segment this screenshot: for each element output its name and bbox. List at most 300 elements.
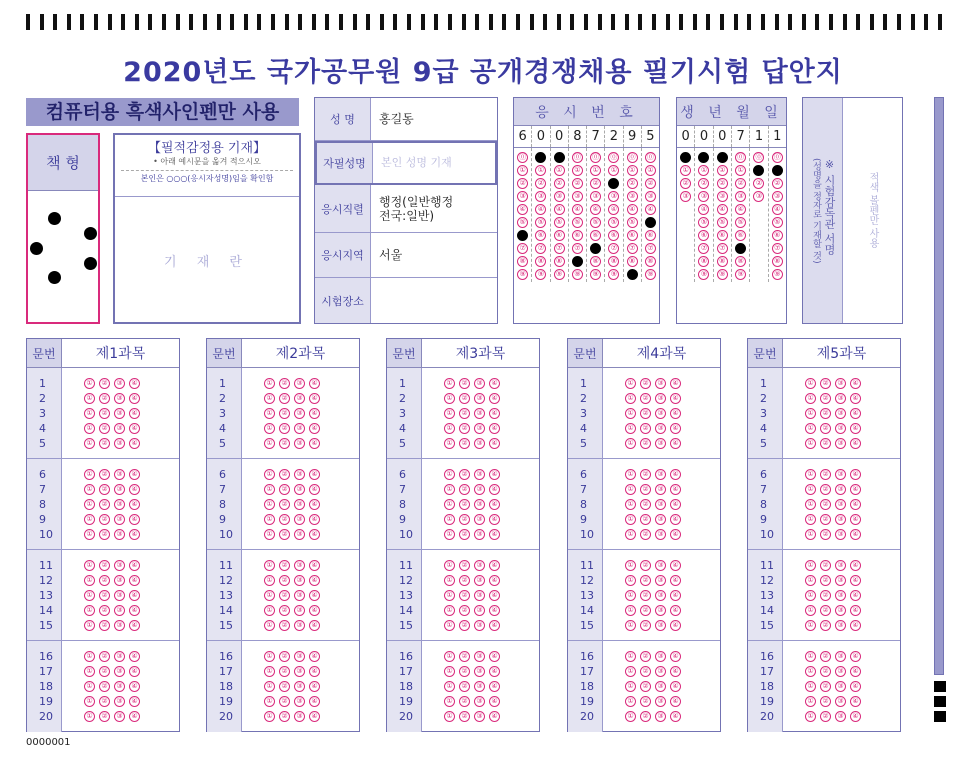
answer-bubble[interactable]: ④ [670,529,681,540]
answer-bubble[interactable]: ④ [489,393,500,404]
answer-bubble[interactable]: ④ [489,605,500,616]
digit-bubble[interactable]: ② [590,178,601,189]
digit-bubble[interactable] [680,256,691,267]
answer-bubble[interactable]: ③ [114,469,125,480]
answer-bubble[interactable]: ④ [850,499,861,510]
digit-bubble[interactable]: ⑤ [772,217,783,228]
answer-bubble[interactable]: ④ [489,590,500,601]
answer-bubble[interactable]: ② [820,666,831,677]
answer-bubble[interactable]: ① [805,378,816,389]
answer-bubble[interactable]: ④ [850,681,861,692]
digit-bubble[interactable]: ② [517,178,528,189]
answer-bubble[interactable]: ① [805,393,816,404]
answer-bubble[interactable]: ② [279,529,290,540]
digit-bubble[interactable]: ② [717,178,728,189]
answer-bubble[interactable]: ① [444,423,455,434]
answer-bubble[interactable]: ③ [474,666,485,677]
answer-bubble[interactable]: ③ [655,484,666,495]
digit-bubble[interactable]: ⑧ [645,256,656,267]
digit-bubble-filled[interactable] [698,152,709,163]
answer-bubble[interactable]: ③ [114,575,125,586]
answer-bubble[interactable]: ④ [670,499,681,510]
answer-bubble[interactable]: ④ [489,620,500,631]
digit-bubble[interactable]: ⑥ [717,230,728,241]
answer-bubble[interactable]: ③ [294,590,305,601]
digit-bubble[interactable] [753,230,764,241]
answer-bubble[interactable]: ③ [294,393,305,404]
answer-bubble[interactable]: ③ [655,408,666,419]
answer-bubble[interactable]: ① [264,393,275,404]
answer-bubble[interactable]: ① [805,605,816,616]
digit-bubble[interactable]: ⓪ [592,153,600,161]
digit-bubble[interactable]: ⑧ [717,256,728,267]
answer-bubble[interactable]: ④ [309,514,320,525]
answer-bubble[interactable]: ③ [835,423,846,434]
answer-bubble[interactable]: ① [264,590,275,601]
digit-bubble[interactable]: ② [680,178,691,189]
answer-bubble[interactable]: ② [99,575,110,586]
answer-bubble[interactable]: ④ [129,711,140,722]
answer-bubble[interactable]: ② [99,711,110,722]
digit-bubble[interactable] [680,243,691,254]
answer-bubble[interactable]: ③ [474,651,485,662]
answer-bubble[interactable]: ① [444,711,455,722]
answer-bubble[interactable]: ② [279,438,290,449]
digit-bubble-filled[interactable] [735,243,746,254]
digit-bubble[interactable]: ⑧ [772,256,783,267]
answer-bubble[interactable]: ④ [489,484,500,495]
digit-bubble[interactable]: ⑦ [627,243,638,254]
answer-bubble[interactable]: ② [640,605,651,616]
answer-bubble[interactable]: ④ [129,605,140,616]
digit-bubble[interactable]: ⓪ [773,153,781,161]
answer-bubble[interactable]: ① [805,696,816,707]
answer-bubble[interactable]: ③ [655,378,666,389]
answer-bubble[interactable]: ① [84,378,95,389]
answer-bubble[interactable]: ③ [294,438,305,449]
answer-bubble[interactable]: ④ [309,696,320,707]
answer-bubble[interactable]: ① [444,393,455,404]
answer-bubble[interactable]: ① [444,514,455,525]
answer-bubble[interactable]: ④ [129,484,140,495]
answer-bubble[interactable]: ③ [114,620,125,631]
answer-bubble[interactable]: ① [84,711,95,722]
answer-bubble[interactable]: ③ [835,666,846,677]
answer-bubble[interactable]: ① [444,438,455,449]
digit-bubble[interactable]: ② [735,178,746,189]
digit-bubble[interactable]: ② [627,178,638,189]
answer-bubble[interactable]: ③ [294,696,305,707]
answer-bubble[interactable]: ② [820,696,831,707]
answer-bubble[interactable]: ② [459,514,470,525]
digit-bubble-filled[interactable] [753,165,764,176]
answer-bubble[interactable]: ④ [850,651,861,662]
digit-bubble[interactable]: ⓪ [573,153,581,161]
answer-bubble[interactable]: ① [444,620,455,631]
digit-bubble[interactable]: ⑨ [554,269,565,280]
digit-bubble[interactable]: ④ [645,204,656,215]
answer-bubble[interactable]: ④ [489,408,500,419]
answer-bubble[interactable]: ② [99,560,110,571]
answer-bubble[interactable]: ① [84,575,95,586]
answer-bubble[interactable]: ③ [835,620,846,631]
answer-bubble[interactable]: ③ [114,484,125,495]
answer-bubble[interactable]: ③ [114,423,125,434]
answer-bubble[interactable]: ① [264,575,275,586]
answer-bubble[interactable]: ④ [489,575,500,586]
answer-bubble[interactable]: ④ [129,438,140,449]
digit-bubble[interactable]: ⑧ [535,256,546,267]
answer-bubble[interactable]: ④ [489,560,500,571]
answer-bubble[interactable]: ④ [489,711,500,722]
answer-bubble[interactable]: ③ [835,438,846,449]
answer-bubble[interactable]: ① [625,696,636,707]
answer-bubble[interactable]: ② [99,590,110,601]
answer-bubble[interactable]: ③ [474,484,485,495]
answer-bubble[interactable]: ② [640,560,651,571]
answer-bubble[interactable]: ④ [129,590,140,601]
digit-bubble[interactable]: ⑧ [608,256,619,267]
answer-bubble[interactable]: ② [99,605,110,616]
answer-bubble[interactable]: ③ [655,575,666,586]
answer-bubble[interactable]: ③ [655,514,666,525]
digit-bubble[interactable]: ⑥ [608,230,619,241]
answer-bubble[interactable]: ② [279,590,290,601]
digit-bubble[interactable]: ④ [698,204,709,215]
answer-bubble[interactable]: ③ [294,651,305,662]
digit-bubble[interactable]: ① [717,165,728,176]
answer-bubble[interactable]: ④ [309,711,320,722]
answer-bubble[interactable]: ① [264,651,275,662]
answer-bubble[interactable]: ① [84,484,95,495]
digit-bubble[interactable]: ⑨ [535,269,546,280]
digit-bubble[interactable] [753,269,764,280]
answer-bubble[interactable]: ③ [835,605,846,616]
answer-bubble[interactable]: ② [279,393,290,404]
answer-bubble[interactable]: ④ [670,605,681,616]
answer-bubble[interactable]: ① [444,666,455,677]
digit-bubble[interactable]: ⓪ [646,153,654,161]
answer-bubble[interactable]: ② [99,423,110,434]
answer-bubble[interactable]: ④ [670,514,681,525]
digit-bubble-filled[interactable] [627,269,638,280]
answer-bubble[interactable]: ② [820,605,831,616]
digit-bubble[interactable] [753,217,764,228]
answer-bubble[interactable]: ② [459,696,470,707]
digit-bubble[interactable]: ⑧ [517,256,528,267]
answer-bubble[interactable]: ④ [489,696,500,707]
answer-bubble[interactable]: ③ [835,711,846,722]
answer-bubble[interactable]: ④ [670,575,681,586]
answer-bubble[interactable]: ③ [835,529,846,540]
answer-bubble[interactable]: ① [444,605,455,616]
answer-bubble[interactable]: ② [279,378,290,389]
answer-bubble[interactable]: ④ [129,651,140,662]
answer-bubble[interactable]: ④ [309,590,320,601]
answer-bubble[interactable]: ② [279,408,290,419]
answer-bubble[interactable]: ③ [474,696,485,707]
answer-bubble[interactable]: ③ [114,529,125,540]
answer-bubble[interactable]: ② [279,651,290,662]
answer-bubble[interactable]: ④ [670,666,681,677]
answer-bubble[interactable]: ④ [670,408,681,419]
digit-bubble[interactable]: ① [698,165,709,176]
answer-bubble[interactable]: ② [99,484,110,495]
answer-bubble[interactable]: ② [459,666,470,677]
digit-bubble[interactable]: ⑥ [772,230,783,241]
answer-bubble[interactable]: ② [99,469,110,480]
digit-bubble[interactable]: ③ [698,191,709,202]
answer-bubble[interactable]: ① [84,408,95,419]
digit-bubble[interactable]: ④ [717,204,728,215]
answer-bubble[interactable]: ② [459,590,470,601]
answer-bubble[interactable]: ① [444,590,455,601]
answer-bubble[interactable]: ④ [850,423,861,434]
digit-bubble[interactable]: ② [535,178,546,189]
answer-bubble[interactable]: ① [805,438,816,449]
answer-bubble[interactable]: ③ [655,469,666,480]
answer-bubble[interactable]: ② [640,393,651,404]
answer-bubble[interactable]: ④ [309,605,320,616]
answer-bubble[interactable]: ④ [309,651,320,662]
answer-bubble[interactable]: ③ [835,499,846,510]
supervisor-signature-field[interactable] [843,98,902,323]
answer-bubble[interactable]: ② [820,423,831,434]
answer-bubble[interactable]: ③ [294,711,305,722]
answer-bubble[interactable]: ② [820,378,831,389]
answer-bubble[interactable]: ③ [655,423,666,434]
answer-bubble[interactable]: ① [805,651,816,662]
answer-bubble[interactable]: ③ [835,378,846,389]
answer-bubble[interactable]: ④ [129,469,140,480]
answer-bubble[interactable]: ④ [850,438,861,449]
digit-bubble[interactable]: ④ [572,204,583,215]
answer-bubble[interactable]: ③ [114,711,125,722]
answer-bubble[interactable]: ④ [670,378,681,389]
answer-bubble[interactable]: ① [84,681,95,692]
answer-bubble[interactable]: ④ [129,393,140,404]
digit-bubble[interactable]: ① [517,165,528,176]
answer-bubble[interactable]: ④ [309,408,320,419]
answer-bubble[interactable]: ① [444,499,455,510]
answer-bubble[interactable]: ① [264,408,275,419]
answer-bubble[interactable]: ③ [655,438,666,449]
digit-bubble[interactable]: ⑨ [645,269,656,280]
answer-bubble[interactable]: ② [640,378,651,389]
digit-bubble[interactable]: ⑤ [698,217,709,228]
answer-bubble[interactable]: ① [84,696,95,707]
answer-bubble[interactable]: ③ [835,514,846,525]
answer-bubble[interactable]: ② [820,560,831,571]
digit-bubble[interactable]: ① [627,165,638,176]
digit-bubble[interactable]: ⑤ [717,217,728,228]
answer-bubble[interactable]: ② [640,620,651,631]
answer-bubble[interactable]: ② [640,696,651,707]
answer-bubble[interactable]: ① [264,499,275,510]
answer-bubble[interactable]: ③ [294,681,305,692]
answer-bubble[interactable]: ② [279,499,290,510]
answer-bubble[interactable]: ① [84,620,95,631]
answer-bubble[interactable]: ① [264,484,275,495]
answer-bubble[interactable]: ② [459,423,470,434]
answer-bubble[interactable]: ④ [850,469,861,480]
answer-bubble[interactable]: ① [805,590,816,601]
answer-bubble[interactable]: ④ [670,651,681,662]
answer-bubble[interactable]: ④ [670,711,681,722]
digit-bubble[interactable]: ④ [554,204,565,215]
digit-bubble[interactable]: ③ [608,191,619,202]
answer-bubble[interactable]: ③ [114,408,125,419]
answer-bubble[interactable]: ② [640,590,651,601]
digit-bubble[interactable]: ⑥ [645,230,656,241]
answer-bubble[interactable]: ② [820,393,831,404]
answer-bubble[interactable]: ④ [489,529,500,540]
answer-bubble[interactable]: ④ [489,499,500,510]
digit-bubble-filled[interactable] [608,178,619,189]
answer-bubble[interactable]: ④ [670,438,681,449]
answer-bubble[interactable]: ③ [655,620,666,631]
digit-bubble[interactable] [680,204,691,215]
answer-bubble[interactable]: ① [444,469,455,480]
answer-bubble[interactable]: ④ [309,575,320,586]
answer-bubble[interactable]: ① [84,423,95,434]
answer-bubble[interactable]: ① [625,651,636,662]
answer-bubble[interactable]: ① [84,529,95,540]
digit-bubble-filled[interactable] [717,152,728,163]
answer-bubble[interactable]: ① [84,469,95,480]
digit-bubble[interactable]: ③ [627,191,638,202]
answer-bubble[interactable]: ③ [655,499,666,510]
answer-bubble[interactable]: ③ [835,590,846,601]
answer-bubble[interactable]: ④ [670,590,681,601]
answer-bubble[interactable]: ② [820,681,831,692]
digit-bubble-filled[interactable] [517,230,528,241]
digit-bubble[interactable]: ② [554,178,565,189]
answer-bubble[interactable]: ② [99,696,110,707]
answer-bubble[interactable]: ③ [655,590,666,601]
answer-bubble[interactable]: ① [625,469,636,480]
answer-bubble[interactable]: ④ [489,378,500,389]
answer-bubble[interactable]: ④ [850,378,861,389]
answer-bubble[interactable]: ① [444,696,455,707]
answer-bubble[interactable]: ④ [309,423,320,434]
answer-bubble[interactable]: ① [625,484,636,495]
digit-bubble[interactable]: ② [698,178,709,189]
answer-bubble[interactable]: ④ [129,620,140,631]
answer-bubble[interactable]: ① [444,681,455,692]
digit-bubble[interactable]: ⑤ [627,217,638,228]
answer-bubble[interactable]: ② [279,681,290,692]
answer-bubble[interactable]: ③ [835,408,846,419]
answer-bubble[interactable]: ① [444,378,455,389]
answer-bubble[interactable]: ④ [670,620,681,631]
answer-bubble[interactable]: ④ [670,484,681,495]
answer-bubble[interactable]: ③ [474,469,485,480]
digit-bubble[interactable]: ① [572,165,583,176]
answer-bubble[interactable]: ③ [294,378,305,389]
answer-bubble[interactable]: ③ [294,469,305,480]
answer-bubble[interactable]: ② [459,711,470,722]
digit-bubble-filled[interactable] [680,152,691,163]
answer-bubble[interactable]: ④ [489,469,500,480]
digit-bubble[interactable]: ③ [572,191,583,202]
answer-bubble[interactable]: ④ [309,666,320,677]
answer-bubble[interactable]: ① [444,560,455,571]
digit-bubble[interactable]: ⑨ [735,269,746,280]
answer-bubble[interactable]: ① [805,711,816,722]
handwriting-space[interactable]: 기 재 란 [164,255,250,270]
digit-bubble[interactable]: ② [572,178,583,189]
digit-bubble[interactable]: ① [645,165,656,176]
answer-bubble[interactable]: ④ [309,681,320,692]
answer-bubble[interactable]: ③ [474,711,485,722]
answer-bubble[interactable]: ④ [489,681,500,692]
answer-bubble[interactable]: ③ [655,696,666,707]
digit-bubble[interactable]: ⑥ [590,230,601,241]
answer-bubble[interactable]: ④ [129,408,140,419]
answer-bubble[interactable]: ③ [474,560,485,571]
answer-bubble[interactable]: ① [805,681,816,692]
answer-bubble[interactable]: ② [279,711,290,722]
answer-bubble[interactable]: ④ [129,514,140,525]
digit-bubble[interactable]: ④ [535,204,546,215]
digit-bubble[interactable]: ③ [554,191,565,202]
answer-bubble[interactable]: ① [264,605,275,616]
answer-bubble[interactable]: ① [444,408,455,419]
answer-bubble[interactable]: ② [820,484,831,495]
answer-bubble[interactable]: ① [625,605,636,616]
answer-bubble[interactable]: ④ [850,711,861,722]
answer-bubble[interactable]: ③ [114,499,125,510]
answer-bubble[interactable]: ② [459,575,470,586]
answer-bubble[interactable]: ① [84,651,95,662]
digit-bubble-filled[interactable] [645,217,656,228]
answer-bubble[interactable]: ① [805,575,816,586]
answer-bubble[interactable]: ① [625,423,636,434]
answer-bubble[interactable]: ③ [114,393,125,404]
answer-bubble[interactable]: ② [99,378,110,389]
digit-bubble[interactable]: ⑤ [608,217,619,228]
digit-bubble[interactable] [753,256,764,267]
answer-bubble[interactable]: ① [805,408,816,419]
answer-bubble[interactable]: ① [264,681,275,692]
answer-bubble[interactable]: ③ [474,620,485,631]
digit-bubble[interactable]: ⑨ [608,269,619,280]
digit-bubble[interactable]: ⑦ [698,243,709,254]
answer-bubble[interactable]: ① [264,711,275,722]
answer-bubble[interactable]: ① [625,711,636,722]
answer-bubble[interactable]: ③ [655,393,666,404]
answer-bubble[interactable]: ② [640,484,651,495]
digit-bubble[interactable]: ⑦ [772,243,783,254]
answer-bubble[interactable]: ① [444,484,455,495]
name-value[interactable]: 홍길동 [379,112,414,126]
answer-bubble[interactable]: ① [84,560,95,571]
answer-bubble[interactable]: ① [625,620,636,631]
answer-bubble[interactable]: ① [625,393,636,404]
answer-bubble[interactable]: ② [279,423,290,434]
digit-bubble[interactable]: ⑦ [517,243,528,254]
digit-bubble[interactable]: ⑨ [717,269,728,280]
answer-bubble[interactable]: ④ [129,529,140,540]
digit-bubble[interactable]: ⑧ [735,256,746,267]
answer-bubble[interactable]: ④ [850,666,861,677]
answer-bubble[interactable]: ③ [474,681,485,692]
answer-bubble[interactable]: ③ [294,575,305,586]
answer-bubble[interactable]: ② [279,605,290,616]
digit-bubble[interactable]: ③ [680,191,691,202]
digit-bubble[interactable]: ⓪ [755,153,763,161]
